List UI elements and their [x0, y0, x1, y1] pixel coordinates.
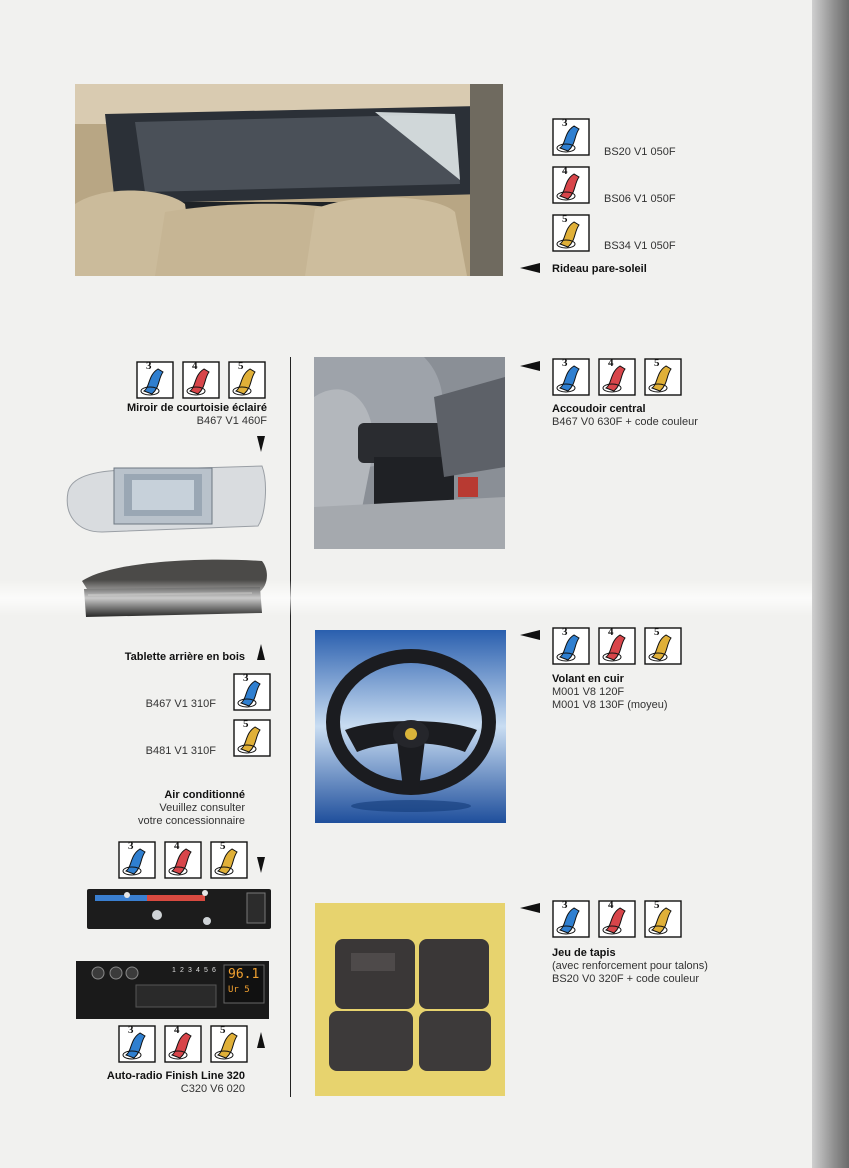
shelf-code-3: B467 V1 310F: [145, 698, 216, 710]
badge-door-number: 4: [608, 357, 614, 369]
door-badge-5: [228, 361, 266, 399]
mats-line-1: (avec renforcement pour talons): [552, 960, 708, 972]
badge-door-number: 3: [128, 840, 134, 852]
steering-door-badges: [552, 627, 682, 665]
badge-door-number: 3: [146, 360, 152, 372]
door-badge-4: [164, 841, 202, 879]
door-badge-5: [210, 1025, 248, 1063]
radio-frequency-display: 96.1: [228, 967, 260, 982]
door-badge-3: [136, 361, 174, 399]
radio-preset-button: 6: [212, 967, 216, 974]
floor-mats-photo: [315, 903, 505, 1096]
door-badge-5: [644, 900, 682, 938]
mirror-visor-photo: [62, 462, 268, 534]
armrest-title: Accoudoir central: [552, 403, 646, 415]
door-badge-3: [552, 118, 590, 156]
door-badge-4: [598, 900, 636, 938]
badge-door-number: 4: [608, 626, 614, 638]
door-badge-3: [233, 673, 271, 711]
door-badge-4: [182, 361, 220, 399]
door-badge-4: [598, 358, 636, 396]
pointer-arrow-down: [257, 436, 265, 452]
shelf-title: Tablette arrière en bois: [124, 651, 245, 663]
mirror-code: B467 V1 460F: [196, 415, 267, 427]
badge-door-number: 3: [562, 117, 568, 129]
steering-title: Volant en cuir: [552, 673, 624, 685]
door-badge-3: [552, 900, 590, 938]
door-badge-4: [552, 166, 590, 204]
badge-door-number: 4: [562, 165, 568, 177]
badge-door-number: 5: [220, 840, 226, 852]
radio-station-display: Ur 5: [228, 985, 250, 995]
radio-preset-button: 5: [204, 967, 208, 974]
steering-code-2: M001 V8 130F (moyeu): [552, 699, 668, 711]
door-badge-5: [552, 214, 590, 252]
mirror-door-badges: [136, 361, 266, 399]
badge-door-number: 4: [174, 1024, 180, 1036]
radio-preset-button: 4: [196, 967, 200, 974]
badge-door-number: 5: [220, 1024, 226, 1036]
paper-fold-highlight: [0, 580, 812, 616]
door-badge-3: [118, 1025, 156, 1063]
aircon-line-2: votre concessionnaire: [137, 815, 245, 827]
badge-door-number: 5: [654, 899, 660, 911]
badge-door-number: 5: [562, 213, 568, 225]
badge-door-number: 4: [608, 899, 614, 911]
badge-door-number: 5: [238, 360, 244, 372]
shelf-code-5: B481 V1 310F: [145, 745, 216, 757]
sunshade-code-4: BS06 V1 050F: [604, 193, 676, 205]
pointer-arrow-down: [257, 857, 265, 873]
door-badge-3: [118, 841, 156, 879]
mats-door-badges: [552, 900, 682, 938]
radio-title: Auto-radio Finish Line 320: [106, 1070, 245, 1082]
mats-code: BS20 V0 320F + code couleur: [552, 973, 700, 985]
aircon-door-badges: [118, 841, 248, 879]
pointer-arrow-left: [520, 361, 540, 371]
sunshade-code-3: BS20 V1 050F: [604, 146, 676, 158]
steering-code-1: M001 V8 120F: [552, 686, 625, 698]
door-badge-4: [598, 627, 636, 665]
sunshade-photo: [75, 84, 503, 276]
aircon-line-1: Veuillez consulter: [159, 802, 245, 814]
door-badge-5: [644, 358, 682, 396]
mats-title: Jeu de tapis: [552, 947, 616, 959]
page-edge-shadow: [812, 0, 849, 1168]
door-badge-3: [552, 627, 590, 665]
badge-door-number: 5: [654, 357, 660, 369]
pointer-arrow-left: [520, 630, 540, 640]
badge-door-number: 3: [128, 1024, 134, 1036]
radio-preset-button: 1: [172, 967, 176, 974]
radio-code: C320 V6 020: [180, 1083, 245, 1095]
armrest-door-badges: [552, 358, 682, 396]
badge-door-number: 4: [174, 840, 180, 852]
pointer-arrow-up: [257, 644, 265, 660]
badge-door-number: 3: [562, 626, 568, 638]
badge-door-number: 3: [562, 357, 568, 369]
door-badge-5: [233, 719, 271, 757]
badge-door-number: 5: [243, 718, 249, 730]
pointer-arrow-up: [257, 1032, 265, 1048]
mirror-title: Miroir de courtoisie éclairé: [127, 402, 267, 414]
door-badge-5: [210, 841, 248, 879]
badge-door-number: 5: [654, 626, 660, 638]
armrest-photo: [314, 357, 505, 549]
pointer-arrow-left: [520, 903, 540, 913]
aircon-panel-photo: [87, 887, 271, 933]
sunshade-title: Rideau pare-soleil: [552, 263, 647, 275]
badge-door-number: 3: [562, 899, 568, 911]
pointer-arrow-left: [520, 263, 540, 273]
aircon-title: Air conditionné: [164, 789, 245, 801]
badge-door-number: 4: [192, 360, 198, 372]
radio-preset-button: 3: [188, 967, 192, 974]
armrest-code: B467 V0 630F + code couleur: [552, 416, 698, 428]
door-badge-4: [164, 1025, 202, 1063]
door-badge-3: [552, 358, 590, 396]
badge-door-number: 3: [243, 672, 249, 684]
sunshade-code-5: BS34 V1 050F: [604, 240, 676, 252]
radio-preset-button: 2: [180, 967, 184, 974]
radio-door-badges: [118, 1025, 248, 1063]
steering-wheel-photo: [315, 630, 506, 823]
door-badge-5: [644, 627, 682, 665]
car-radio-photo: [76, 961, 269, 1019]
column-divider: [290, 357, 291, 1097]
